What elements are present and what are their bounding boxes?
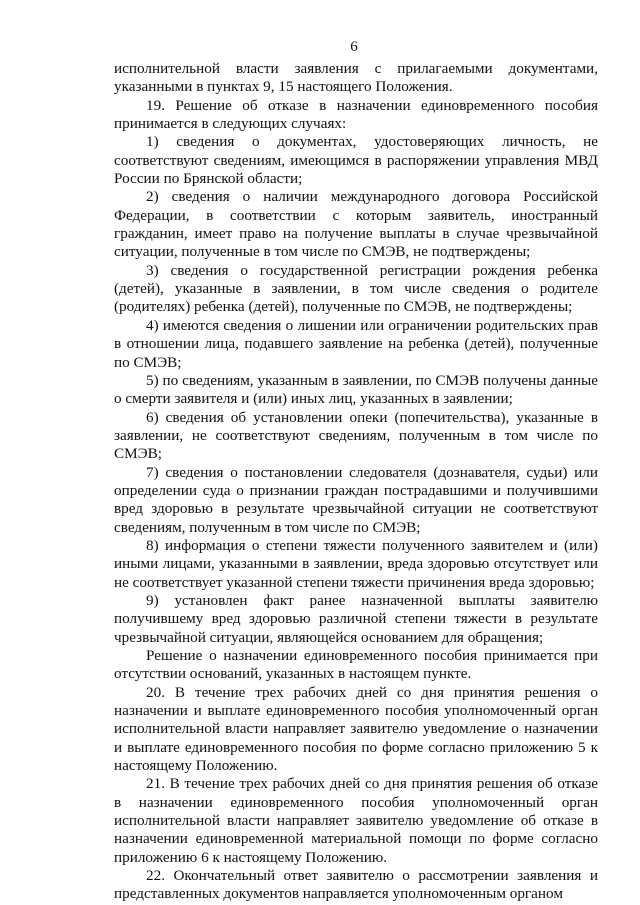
list-item-4: 4) имеются сведения о лишении или ограничении родительских прав в отношении лица, подавшего заявление на ребенка (детей), полученные по СМЭВ;: [114, 316, 598, 371]
list-item-1: 1) сведения о документах, удостоверяющих личность, не соответствуют сведениям, имеющимся в распоряжении управления МВД России по Брянской области;: [114, 133, 598, 188]
document-page: [114, 38, 598, 904]
paragraph-decision-note: Решение о назначении единовременного пособия принимается при отсутствии оснований, указанных в настоящем пункте.: [114, 647, 598, 683]
paragraph-continuation: исполнительной власти заявления с прилагаемыми документами, указанными в пунктах 9, 15 настоящего Положения.: [114, 60, 598, 96]
list-item-6: 6) сведения об установлении опеки (попечительства), указанные в заявлении, не соответствуют сведениям, полученным в том числе по СМЭВ;: [114, 408, 598, 463]
list-item-3: 3) сведения о государственной регистрации рождения ребенка (детей), указанные в заявлении, в том числе сведения о родителе (родителях) ребенка (детей), полученные по СМЭВ, не подтверждены;: [114, 261, 598, 316]
page-number: 6: [350, 39, 358, 55]
list-item-9: 9) установлен факт ранее назначенной выплаты заявителю получившему вред здоровью различной степени тяжести в результате чрезвычайной ситуации, являющейся основанием для обращения;: [114, 591, 598, 646]
list-item-8: 8) информация о степени тяжести полученного заявителем и (или) иными лицами, указанными в заявлении, вреда здоровью отсутствует или не соответствует указанной степени тяжести причинения вреда здоровью;: [114, 536, 598, 591]
list-item-2: 2) сведения о наличии международного договора Российской Федерации, в соответствии с которым заявитель, иностранный гражданин, имеет право на получение выплаты в случае чрезвычайной ситуации, полученные в том числе по СМЭВ, не подтверждены;: [114, 188, 598, 261]
paragraph-clause-21: 21. В течение трех рабочих дней со дня принятия решения об отказе в назначении единовременного пособия уполномоченный орган исполнительной власти направляет заявителю уведомление об отказе в назначении единовременной материальной помощи по форме согласно приложению 6 к настоящему Положению.: [114, 775, 598, 866]
paragraph-clause-19: 19. Решение об отказе в назначении единовременного пособия принимается в следующих случаях:: [114, 96, 598, 133]
list-item-7: 7) сведения о постановлении следователя (дознавателя, судьи) или определении суда о признании граждан пострадавшими и получившими вред здоровью в результате чрезвычайной ситуации не соответствуют сведениям, полученным в том числе по СМЭВ;: [114, 463, 598, 536]
paragraph-clause-22: 22. Окончательный ответ заявителю о рассмотрении заявления и представленных документов направляется уполномоченным органом: [114, 867, 598, 903]
list-item-5: 5) по сведениям, указанным в заявлении, по СМЭВ получены данные о смерти заявителя и (или) иных лиц, указанных в заявлении;: [114, 371, 598, 408]
paragraph-clause-20: 20. В течение трех рабочих дней со дня принятия решения о назначении и выплате единовременного пособия уполномоченный орган исполнительной власти направляет заявителю уведомление о назначении и выплате единовременного пособия по форме согласно приложению 5 к настоящему Положению.: [114, 683, 598, 775]
